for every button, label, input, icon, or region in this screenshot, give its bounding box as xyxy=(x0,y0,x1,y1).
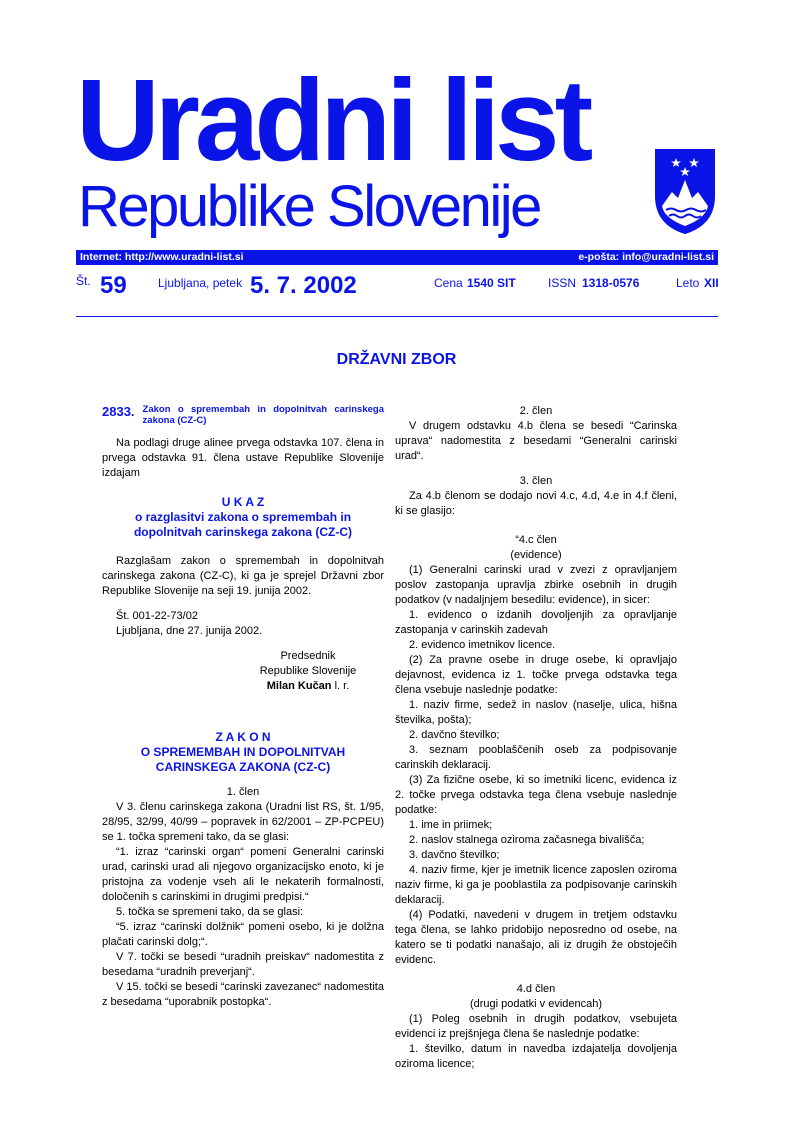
intro-paragraph: Na podlagi druge alinee prvega odstavka 107. člena in prvega odstavka 91. člena ustave Republike Slovenije izdajam xyxy=(102,437,384,479)
ukaz-text: Razglašam zakon o spremembah in dopolnitvah carinskega zakona (CZ-C), ki ga je sprejel Državni zbor Republike Slovenije na seji 19. junija 2002. xyxy=(102,555,384,597)
issn-value: 1318-0576 xyxy=(582,276,640,290)
slovenia-coat-of-arms-icon xyxy=(652,146,718,236)
right-column xyxy=(395,404,677,1072)
issue-date: 5. 7. 2002 xyxy=(250,272,357,299)
article-1-paragraph-3: 5. točka se spremeni tako, da se glasi: xyxy=(116,906,304,918)
signatory xyxy=(102,679,384,694)
article-1-heading: 1. člen xyxy=(226,786,260,798)
article-2-heading: 2. člen xyxy=(519,405,553,417)
price-label: Cena xyxy=(434,276,463,290)
article-4c-item-3: 1. naziv firme, sedež in naslov (naselje, ulica, hišna številka, pošta); xyxy=(395,699,677,726)
article-1-paragraph-2: “1. izraz “carinski organ“ pomeni Generalni carinski urad, carinski urad ali njegovo organizacijsko enoto, ki je pristojna za vodenje vseh ali le nekaterih formalnosti, določenih s carinskimi in drugimi predpisi.“ xyxy=(102,846,384,903)
price-value: 1540 SIT xyxy=(467,276,516,290)
act-header xyxy=(102,404,384,426)
section-title: DRŽAVNI ZBOR xyxy=(336,351,457,368)
article-1-paragraph-4: “5. izraz “carinski dolžnik“ pomeni osebo, ki je dolžna plačati carinski dolg;“. xyxy=(102,921,384,948)
issue-place: Ljubljana, petek xyxy=(158,276,243,290)
article-4d-para-1: (1) Poleg osebnih in drugih podatkov, vsebujeta evidenci iz prejšnjega člena še naslednje podatke: xyxy=(395,1013,677,1040)
article-4c-item-6: 1. ime in priimek; xyxy=(409,819,493,831)
issn-label: ISSN xyxy=(548,276,577,290)
email-link[interactable]: e-pošta: info@uradni-list.si xyxy=(578,251,714,263)
article-4c-item-1: 1. evidenco o izdanih dovoljenjih za opravljanje zastopanja v carinskih zadevah xyxy=(395,609,677,636)
article-4c-item-9: 4. naziv firme, kjer je imetnik licence zaposlen oziroma naziv firme, ki ga je pooblastila za podpisovanje carinskih deklaracij. xyxy=(395,864,677,906)
article-4c-item-5: 3. seznam pooblaščenih oseb za podpisovanje carinskih deklaracij. xyxy=(395,744,677,771)
article-4c-para-1: (1) Generalni carinski urad v zvezi z opravljanjem poslov zastopanja upravlja zbirke osebnih in drugih podatkov (v nadaljnjem besedilu: evidence), in sicer: xyxy=(395,564,677,606)
article-1-paragraph-1: V 3. členu carinskega zakona (Uradni list RS, št. 1/95, 28/95, 32/99, 40/99 – popravek in 62/2001 – ZP-PCPEU) se 1. točka spremeni tako, da se glasi: xyxy=(102,801,384,843)
issue-number-label: Št. xyxy=(76,274,91,288)
article-1-paragraph-6: V 15. točki se besedi “carinski zavezanec“ nadomestita z besedama “uporabnik postopka“. xyxy=(102,981,384,1008)
signatory-org: Republike Slovenije xyxy=(259,665,357,677)
signatory-name: Milan Kučan xyxy=(266,680,332,692)
act-number: 2833. xyxy=(102,404,135,419)
reference-number: Št. 001-22-73/02 xyxy=(116,610,198,622)
reference-date: Ljubljana, dne 27. junija 2002. xyxy=(116,625,263,637)
article-2-text: V drugem odstavku 4.b člena se besedi “Carinska uprava“ nadomestita z besedami “Generalni carinski urad“. xyxy=(395,420,677,462)
article-4c-item-8: 3. davčno številko; xyxy=(409,849,500,861)
header-divider xyxy=(76,316,718,317)
article-3-text: Za 4.b členom se dodajo novi 4.c, 4.d, 4.e in 4.f členi, ki se glasijo: xyxy=(395,490,677,517)
article-4c-item-7: 2. naslov stalnega oziroma začasnega bivališča; xyxy=(409,834,645,846)
article-4d-subheading: (drugi podatki v evidencah) xyxy=(469,998,603,1010)
article-4d-heading: 4.d člen xyxy=(516,983,556,995)
issue-info-row xyxy=(76,272,718,302)
zakon-heading: Z A K O N xyxy=(215,730,271,744)
article-4d-item-1: 1. številko, datum in navedba izdajatelja dovoljenja oziroma licence; xyxy=(395,1043,677,1070)
ukaz-subheading: o razglasitvi zakona o spremembah in dopolnitvah carinskega zakona (CZ-C) xyxy=(133,510,353,539)
internet-link[interactable]: Internet: http://www.uradni-list.si xyxy=(80,251,244,263)
year-label: Leto xyxy=(676,276,700,290)
article-4c-para-2: (2) Za pravne osebe in druge osebe, ki opravljajo dejavnost, evidenca iz 1. točke prvega odstavka tega člena vsebuje naslednje podatke: xyxy=(395,654,677,696)
article-4c-item-4: 2. davčno številko; xyxy=(409,729,500,741)
article-4c-subheading: (evidence) xyxy=(510,549,562,561)
article-4c-para-3: (3) Za fizične osebe, ki so imetniki licenc, evidenca iz 2. točke prvega odstavka tega člena vsebuje naslednje podatke: xyxy=(395,774,677,816)
year-value: XII xyxy=(704,276,719,290)
contact-bar xyxy=(76,250,718,265)
issue-number: 59 xyxy=(100,272,127,299)
article-4c-item-2: 2. evidenco imetnikov licence. xyxy=(409,639,556,651)
left-column xyxy=(102,404,384,1010)
article-3-heading: 3. člen xyxy=(519,475,553,487)
article-4c-heading: “4.c člen xyxy=(515,534,557,546)
article-4c-para-4: (4) Podatki, navedeni v drugem in tretjem odstavku tega člena, se lahko pridobijo neposredno od osebe, na katero se ti podatki nanašajo, ali iz drugih že obstoječih evidenc. xyxy=(395,909,677,966)
article-1-paragraph-5: V 7. točki se besedi “uradnih preiskav“ nadomestita z besedama “uradnih preverjanj“. xyxy=(102,951,384,978)
ukaz-heading: U K A Z xyxy=(221,495,265,509)
zakon-subheading: O SPREMEMBAH IN DOPOLNITVAH CARINSKEGA ZAKONA (CZ-C) xyxy=(140,745,346,774)
signatory-suffix: l. r. xyxy=(331,680,350,692)
masthead-subtitle: Republike Slovenije xyxy=(78,174,540,239)
signatory-role: Predsednik xyxy=(280,650,336,662)
masthead-title: Uradni list xyxy=(76,55,589,185)
act-title: Zakon o spremembah in dopolnitvah carinskega zakona (CZ-C) xyxy=(142,404,384,426)
